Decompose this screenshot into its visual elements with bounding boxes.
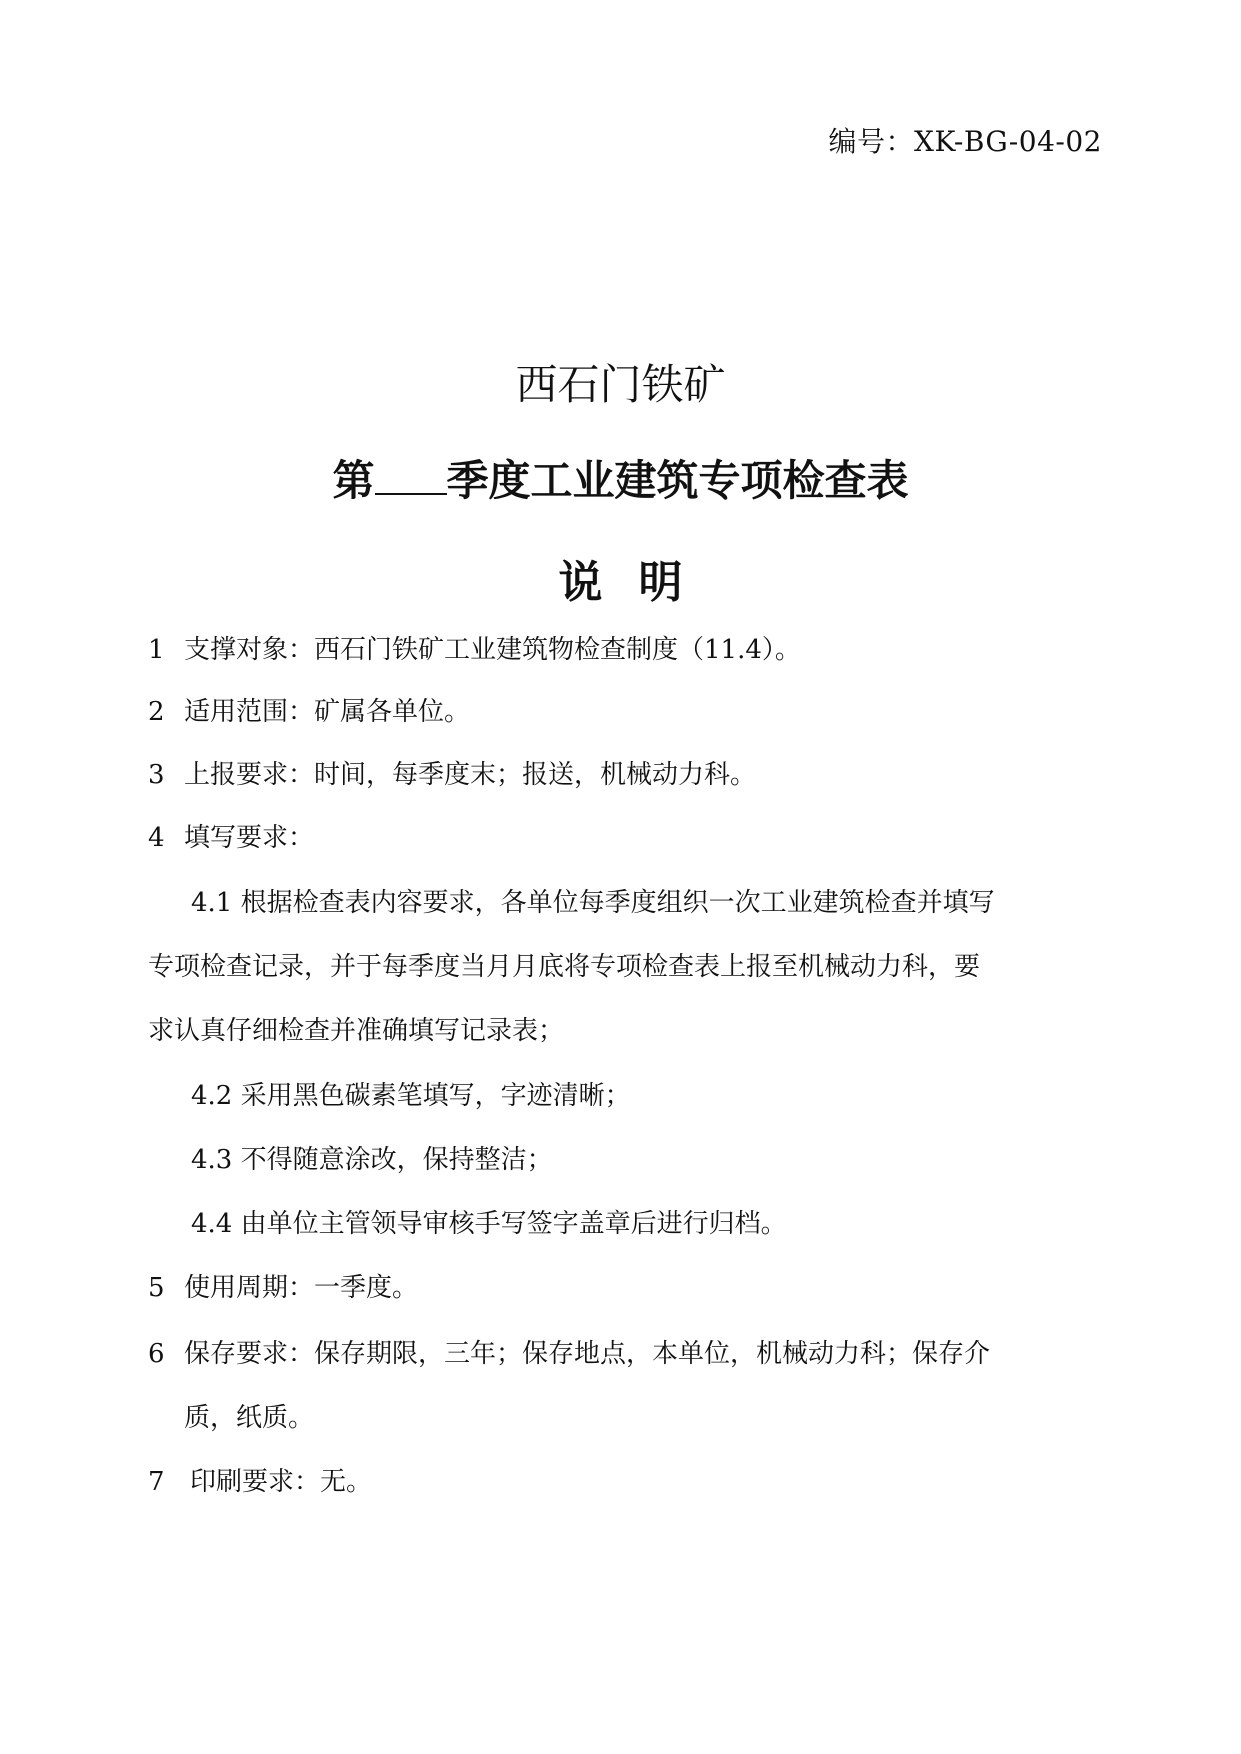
item-7 — [148, 1461, 372, 1498]
form-title-suffix: 季度工业建筑专项检查表 — [446, 456, 909, 505]
form-title — [0, 448, 1241, 508]
item-4-1-line-3: 求认真仔细检查并准确填写记录表； — [148, 1016, 565, 1046]
item-text: 上报要求：时间，每季度末；报送，机械动力科。 — [184, 760, 757, 790]
form-title-prefix: 第 — [332, 456, 375, 505]
item-text: 使用周期：一季度。 — [184, 1273, 419, 1303]
item-number: 3 — [148, 760, 165, 790]
item-number: 7 — [148, 1467, 165, 1497]
item-number: 1 — [148, 635, 165, 665]
item-1 — [148, 629, 801, 666]
item-text: 填写要求： — [184, 823, 315, 853]
item-4-1-line-2: 专项检查记录，并于每季度当月月底将专项检查表上报至机械动力科，要 — [148, 952, 981, 982]
item-number: 4 — [148, 823, 165, 853]
item-number: 5 — [148, 1273, 165, 1303]
item-number: 6 — [148, 1339, 165, 1369]
item-4-4: 4.4 由单位主管领导审核手写签字盖章后进行归档。 — [191, 1209, 787, 1239]
item-4 — [148, 817, 314, 854]
quarter-blank — [375, 457, 447, 495]
item-text: 适用范围：矿属各单位。 — [184, 697, 471, 727]
document-code: 编号：XK-BG-04-02 — [828, 125, 1102, 158]
item-6-line-2: 质，纸质。 — [184, 1403, 315, 1433]
item-3 — [148, 754, 756, 791]
item-text: 印刷要求：无。 — [190, 1467, 373, 1497]
item-text: 支撑对象：西石门铁矿工业建筑物检查制度（11.4）。 — [184, 635, 801, 665]
item-text: 保存要求：保存期限，三年；保存地点，本单位，机械动力科；保存介 — [184, 1339, 991, 1369]
org-title: 西石门铁矿 — [515, 360, 726, 409]
section-title: 说明 — [558, 557, 719, 608]
item-4-1-line-1: 4.1 根据检查表内容要求，各单位每季度组织一次工业建筑检查并填写 — [191, 888, 995, 918]
item-4-2: 4.2 采用黑色碳素笔填写，字迹清晰； — [191, 1081, 631, 1111]
item-5 — [148, 1267, 418, 1304]
item-number: 2 — [148, 697, 165, 727]
item-4-3: 4.3 不得随意涂改，保持整洁； — [191, 1145, 553, 1175]
item-6 — [148, 1333, 990, 1370]
item-2 — [148, 691, 470, 728]
